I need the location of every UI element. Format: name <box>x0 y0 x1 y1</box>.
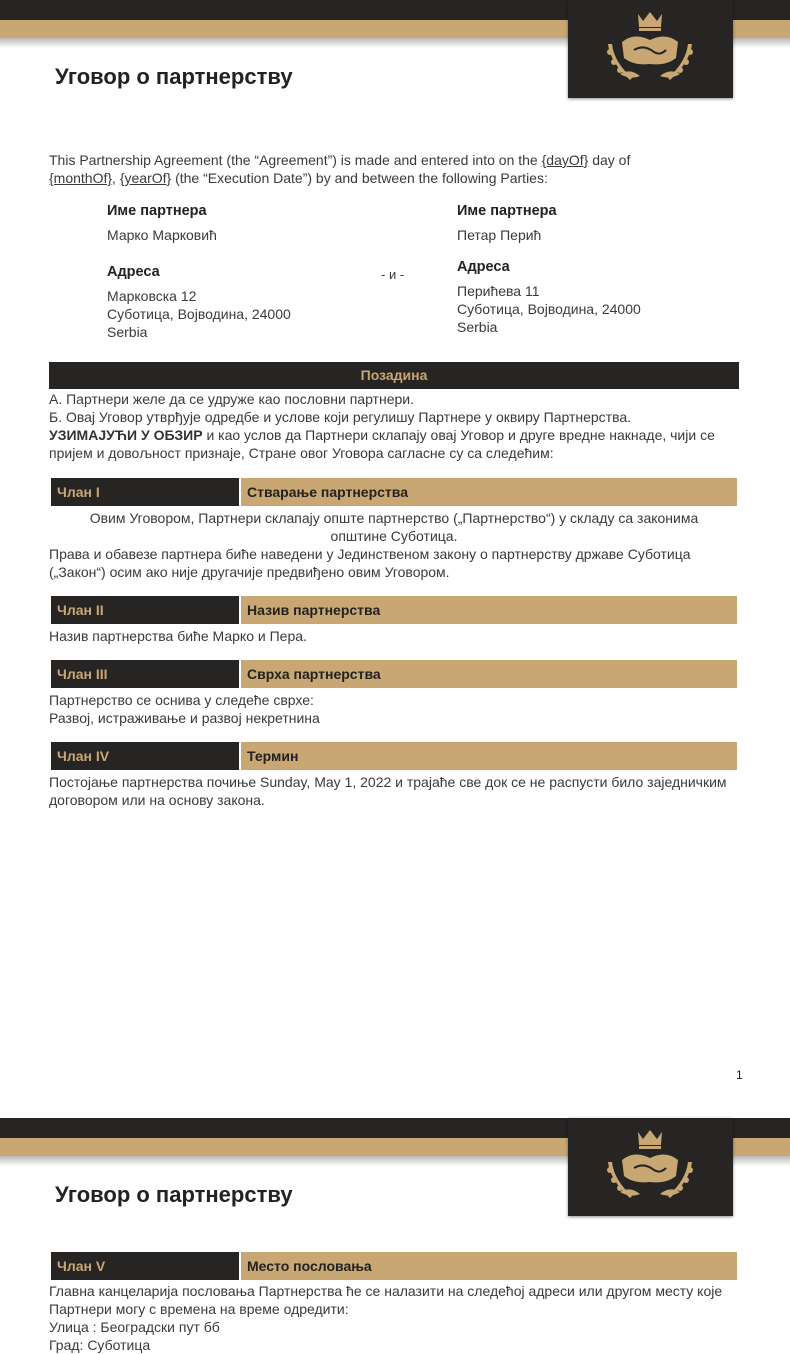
intro-text-3: , <box>112 170 120 186</box>
page-number: 1 <box>736 1068 743 1082</box>
document-title: Уговор о партнерству <box>55 64 293 89</box>
party-left-address-line2: Суботица, Војводина, 24000 <box>107 306 291 322</box>
party-right-name-label: Име партнера <box>457 203 557 219</box>
page-2 <box>0 1118 790 1353</box>
article-4-number: Члан IV <box>51 742 239 770</box>
article-3-header <box>49 660 739 688</box>
party-right-address-label: Адреса <box>457 259 510 275</box>
party-right-name-block <box>457 202 717 244</box>
article-2-header <box>49 596 739 624</box>
article-3-body-line2: Развој, истраживање и развој некретнина <box>49 710 320 726</box>
document-title: Уговор о партнерству <box>55 1182 293 1207</box>
article-3-body-line1: Партнерство се оснива у следеће сврхе: <box>49 692 314 708</box>
party-right-address-line2: Суботица, Војводина, 24000 <box>457 301 641 317</box>
party-left-name-label: Име партнера <box>107 203 207 219</box>
crown-handshake-laurel-icon <box>600 1128 700 1208</box>
article-4-header <box>49 742 739 770</box>
party-left-address-block <box>107 263 367 341</box>
intro-text-2: day of <box>588 152 631 168</box>
whereas-rest: и као услов да Партнери склапају овај Уговор и друге вредне накнаде, чији се пријем и довољност признаје, Стране овог Уговора сагласне су са следећим: <box>49 427 715 461</box>
article-5-title: Место пословања <box>241 1252 737 1280</box>
article-1-title: Стварање партнерства <box>241 478 737 506</box>
logo-badge <box>568 1118 733 1216</box>
party-right-address-line3: Serbia <box>457 319 498 335</box>
background-line-a: А. Партнери желе да се удруже као пословни партнери. <box>49 391 414 407</box>
background-text <box>49 390 739 462</box>
party-left-address-label: Адреса <box>107 264 160 280</box>
party-right-address-block <box>457 258 717 336</box>
article-1-header <box>49 478 739 506</box>
article-3-body <box>49 691 739 727</box>
party-left-name-block <box>107 202 367 244</box>
article-1-body-centered: Овим Уговором, Партнери склапају опште партнерство („Партнерство“) у складу са законима општине Суботица. <box>89 510 699 544</box>
logo-badge <box>568 0 733 98</box>
intro-text-1: This Partnership Agreement (the “Agreement”) is made and entered into on the <box>49 152 542 168</box>
background-section-header: Позадина <box>49 362 739 389</box>
article-4-body: Постојање партнерства почиње Sunday, May 1, 2022 и трајаће све док се не распусти било заједничким договором или на основу закона. <box>49 774 727 808</box>
whereas-bold: УЗИМАЈУЋИ У ОБЗИР <box>49 427 203 443</box>
article-3-number: Члан III <box>51 660 239 688</box>
intro-text-4: (the “Execution Date”) by and between the following Parties: <box>171 170 548 186</box>
party-right-name: Петар Перић <box>457 227 542 243</box>
party-left-address-line1: Марковска 12 <box>107 288 197 304</box>
article-3-title: Сврха партнерства <box>241 660 737 688</box>
article-2-number: Члан II <box>51 596 239 624</box>
article-2-body: Назив партнерства биће Марко и Пера. <box>49 628 307 644</box>
intro-paragraph <box>49 151 739 187</box>
article-5-body-text: Главна канцеларија пословања Партнерства ће се налазити на следећој адреси или другом месту које Партнери могу с времена на време одредити: <box>49 1283 723 1317</box>
parties-connector: - и - <box>381 267 405 282</box>
article-5-cut-line: Град: Суботица <box>49 1337 151 1353</box>
party-left-address-line3: Serbia <box>107 324 148 340</box>
article-1-body: Права и обавезе партнера биће наведени у Јединственом закону о партнерству државе Суботица („Закон“) осим ако није другачије предвиђено овим Уговором. <box>49 546 691 580</box>
article-5-street: Улица : Београдски пут бб <box>49 1319 220 1335</box>
party-right-address-line1: Перићева 11 <box>457 283 540 299</box>
background-whereas <box>49 426 739 462</box>
background-line-b: Б. Овај Уговор утврђује одредбе и услове који регулишу Партнере у оквиру Партнерства. <box>49 409 632 425</box>
crown-handshake-laurel-icon <box>600 10 700 90</box>
article-4-title: Термин <box>241 742 737 770</box>
article-5-header <box>49 1252 739 1280</box>
party-left-name: Марко Марковић <box>107 227 217 243</box>
article-1-number: Члан I <box>51 478 239 506</box>
article-5-number: Члан V <box>51 1252 239 1280</box>
month-placeholder[interactable]: {monthOf} <box>49 170 113 186</box>
day-placeholder[interactable]: {dayOf} <box>541 152 589 168</box>
article-2-title: Назив партнерства <box>241 596 737 624</box>
year-placeholder[interactable]: {yearOf} <box>119 170 172 186</box>
article-5-body <box>49 1282 739 1354</box>
